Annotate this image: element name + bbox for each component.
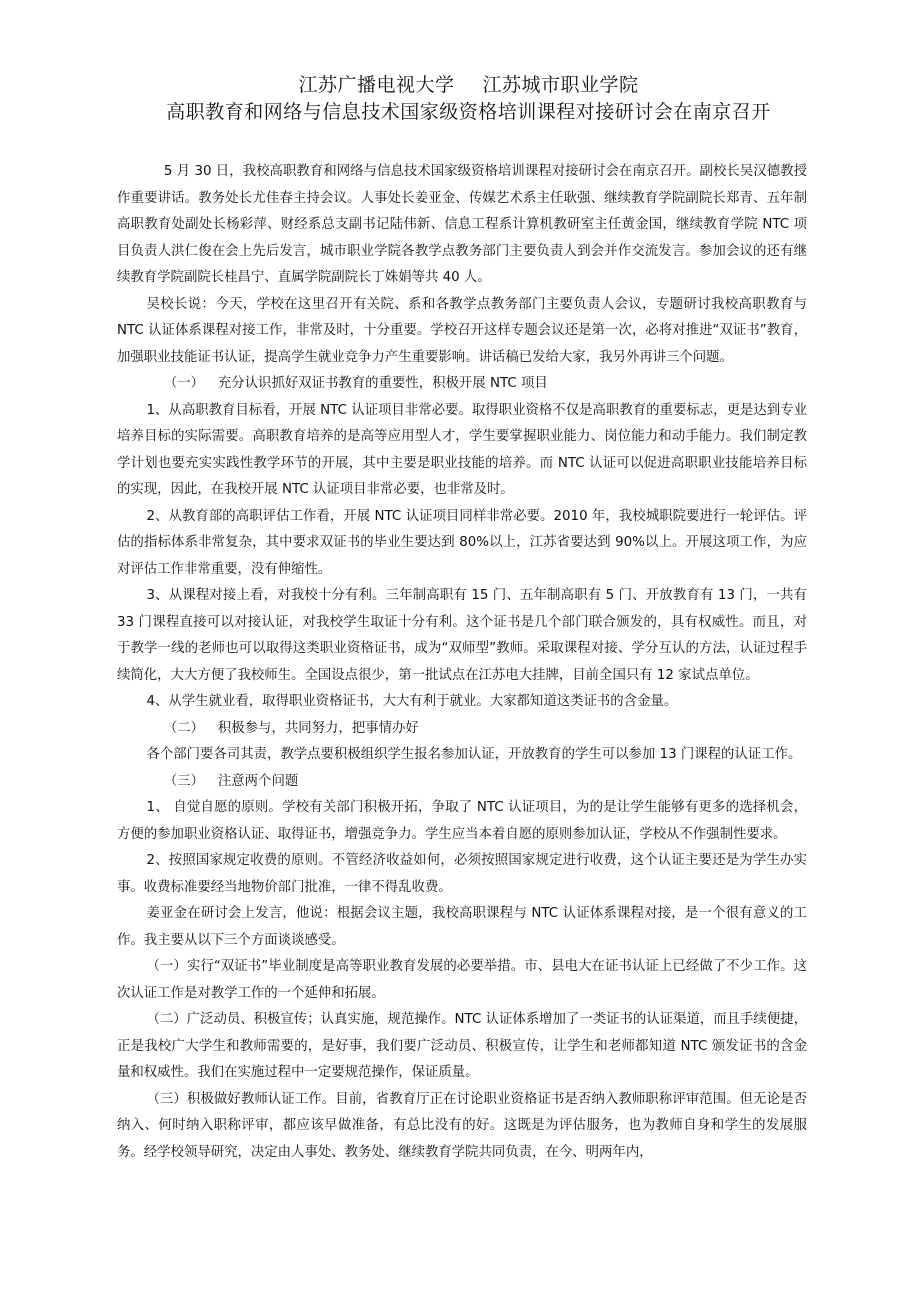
paragraph-speech: 吴校长说：今天，学校在这里召开有关院、系和各教学点教务部门主要负责人会议，专题研讨我校高职教育与 NTC 认证体系课程对接工作，非常及时，十分重要。学校召开这样专题会议还是第一次，必将对推进“双证书”教育，加强职业技能证书认证，提高学生就业竞争力产生重要影响。讲话稿已发给大家，我另外再讲三个问题。 (117, 296, 807, 365)
section1-item: 4、从学生就业看，取得职业资格证书，大大有利于就业。大家都知道这类证书的含金量。 (146, 694, 678, 709)
section-number-2: （二） (163, 720, 205, 736)
section-title-3: 注意两个问题 (217, 773, 299, 789)
document-body (117, 159, 807, 1166)
section-number-3: （三） (163, 773, 205, 789)
title-institution-2: 江苏城市职业学院 (482, 74, 639, 96)
section-heading-1 (117, 371, 807, 398)
section2-item: 各个部门要各司其责，教学点要积极组织学生报名参加认证，开放教育的学生可以参加 13 门课程的认证工作。 (146, 747, 802, 762)
section1-item: 3、从课程对接上看，对我校十分有利。三年制高职有 15 门、五年制高职有 5 门、开放教育有 13 门，一共有 33 门课程直接可以对接认证，对我校学生取证十分有利。这个证书是几个部门联合颁发的，具有权威性。而且，对于教学一线的老师也可以取得这类职业资格证书，成为“双师型”教师。采取课程对接、学分互认的方法，认证过程手续简化，大大方便了我校师生。全国设点很少，第一批试点在江苏电大挂牌，目前全国只有 12 家试点单位。 (117, 588, 807, 683)
section3-item: 1、 自觉自愿的原则。学校有关部门积极开拓，争取了 NTC 认证项目，为的是让学生能够有更多的选择机会，方便的参加职业资格认证、取得证书，增强竞争力。学生应当本着自愿的原则参加认证，学校从不作强制性要求。 (117, 800, 807, 842)
document-title-line1 (142, 72, 807, 99)
section-title-1: 充分认识抓好双证书教育的重要性，积极开展 NTC 项目 (217, 376, 548, 391)
section3-item: 2、按照国家规定收费的原则。不管经济收益如何，必须按照国家规定进行收费，这个认证主要还是为学生办实事。收费标准要经当地物价部门批准，一律不得乱收费。 (117, 853, 807, 895)
closing-paragraph: （一）实行“双证书”毕业制度是高等职业教育发展的必要举措。市、县电大在证书认证上已经做了不少工作。这次认证工作是对教学工作的一个延伸和拓展。 (117, 959, 807, 1001)
section1-item: 2、从教育部的高职评估工作看，开展 NTC 认证项目同样非常必要。2010 年，我校城职院要进行一轮评估。评估的指标体系非常复杂，其中要求双证书的毕业生要达到 80%以上，江苏省要达到 90%以上。开展这项工作，为应对评估工作非常重要，没有伸缩性。 (117, 508, 807, 577)
closing-paragraph: （三）积极做好教师认证工作。目前，省教育厅正在讨论职业资格证书是否纳入教师职称评审范围。但无论是否纳入、何时纳入职称评审，都应该早做准备，有总比没有的好。这既是为评估服务，也为教师自身和学生的发展服务。经学校领导研究，决定由人事处、教务处、继续教育学院共同负责，在今、明两年内， (117, 1091, 807, 1160)
section-title-2: 积极参与，共同努力，把事情办好 (217, 720, 419, 736)
section1-item: 1、从高职教育目标看，开展 NTC 认证项目非常必要。取得职业资格不仅是高职教育的重要标志，更是达到专业培养目标的实际需要。高职教育培养的是高等应用型人才，学生要掌握职业能力、岗位能力和动手能力。我们制定教学计划也要充实实践性教学环节的开展，其中主要是职业技能的培养。而 NTC 认证可以促进高职职业技能培养目标的实现，因此，在我校开展 NTC 认证项目非常必要，也非常及时。 (117, 402, 807, 497)
section-heading-2 (117, 716, 807, 743)
title-institution-1: 江苏广播电视大学 (298, 74, 455, 96)
section-heading-3 (117, 769, 807, 796)
closing-paragraph: （二）广泛动员、积极宣传；认真实施，规范操作。NTC 认证体系增加了一类证书的认证渠道，而且手续便捷，正是我校广大学生和教师需要的，是好事，我们要广泛动员、积极宣传，让学生和老师都知道 NTC 颁发证书的含金量和权威性。我们在实施过程中一定要规范操作，保证质量。 (117, 1012, 807, 1080)
closing-paragraph: 姜亚金在研讨会上发言，他说：根据会议主题，我校高职课程与 NTC 认证体系课程对接，是一个很有意义的工作。我主要从以下三个方面谈谈感受。 (117, 906, 807, 948)
paragraph-intro: 5 月 30 日，我校高职教育和网络与信息技术国家级资格培训课程对接研讨会在南京召开。副校长吴汉德教授作重要讲话。教务处长尤佳春主持会议。人事处长姜亚金、传媒艺术系主任耿强、继续教育学院副院长郑青、五年制高职教育处副处长杨彩萍、财经系总支副书记陆伟新、信息工程系计算机教研室主任黄金国，继续教育学院 NTC 项目负责人洪仁俊在会上先后发言，城市职业学院各教学点教务部门主要负责人到会并作交流发言。参加会议的还有继续教育学院副院长桂昌宁、直属学院副院长丁姝娟等共 40 人。 (117, 164, 807, 285)
document-title-line2: 高职教育和网络与信息技术国家级资格培训课程对接研讨会在南京召开 (166, 101, 771, 123)
section-number-1: （一） (163, 376, 205, 391)
